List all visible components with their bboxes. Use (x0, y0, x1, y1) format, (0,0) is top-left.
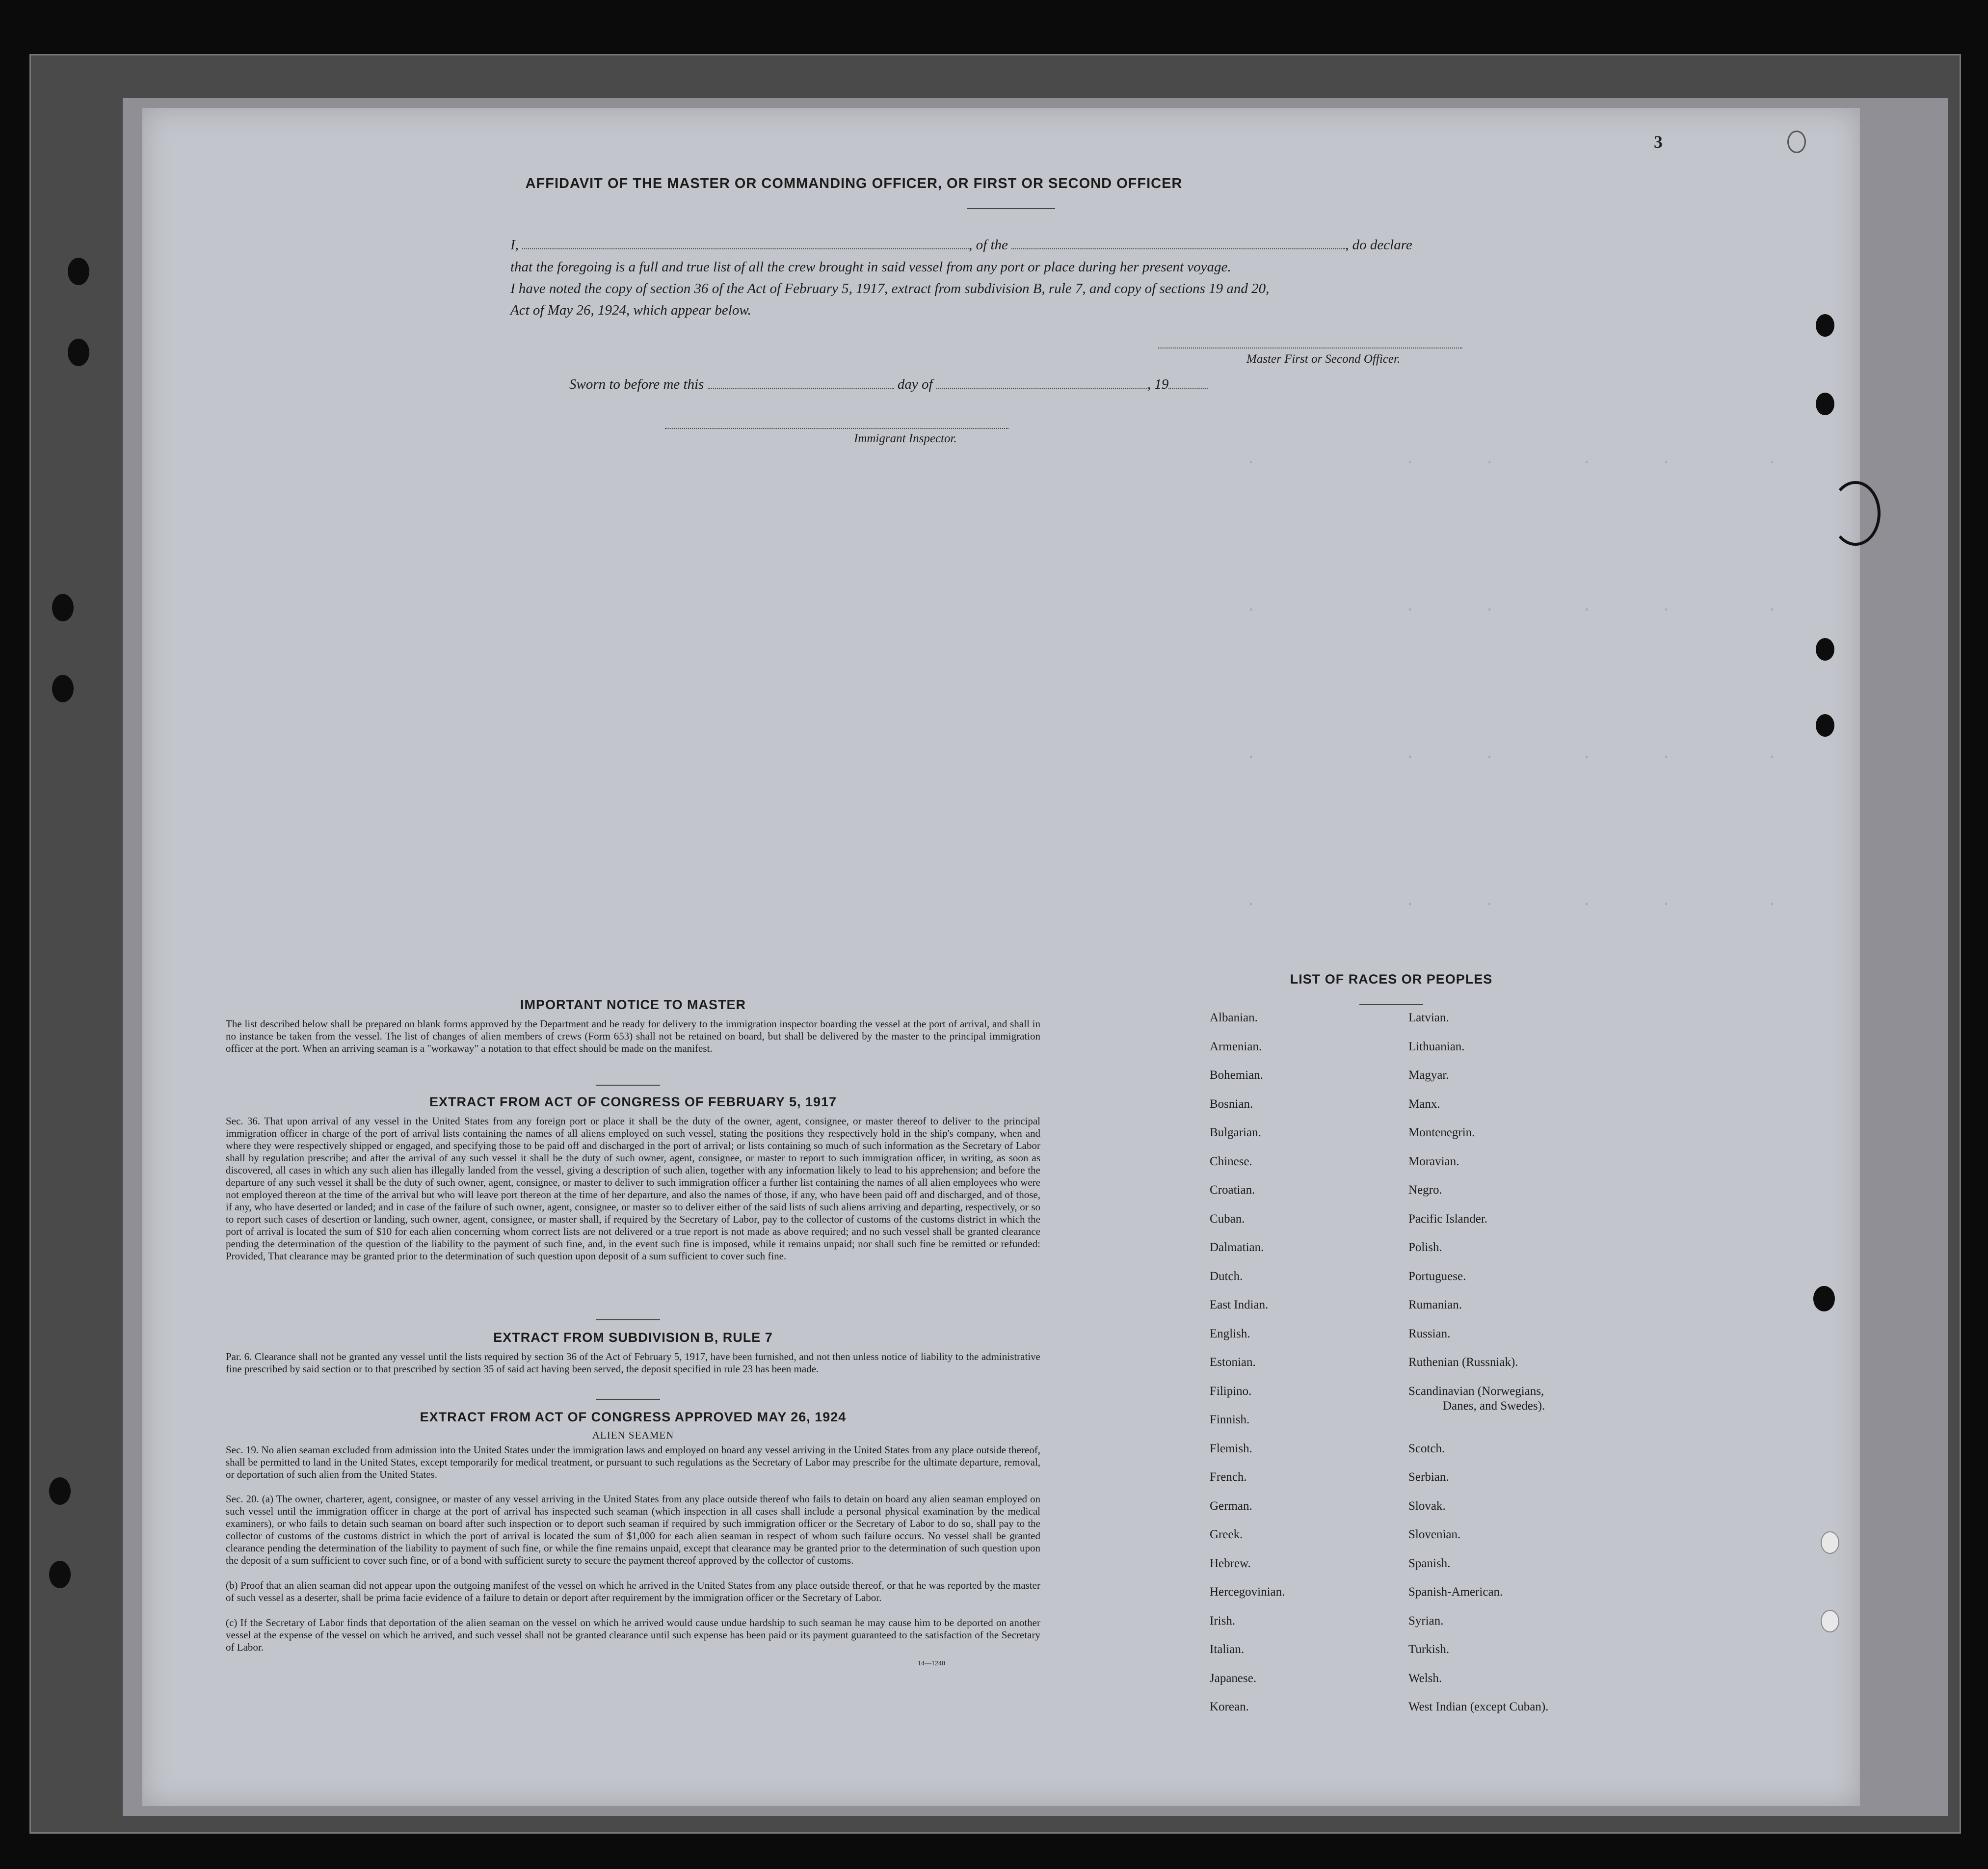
sec20c-body: (c) If the Secretary of Labor finds that deportation of the alien seaman on the vessel on which he arrived would cause undue hardship to such seaman he may cause him to be deported on another vessel at the expense of the vessel on which he arrived, and such vessel shall not be granted clearance until such expense has been paid or its payment guaranteed to the satisfaction of the Secretary of Labor. (226, 1617, 1040, 1653)
sworn-text: Sworn to before me this (569, 376, 704, 392)
race-item: Ruthenian (Russniak). (1408, 1356, 1518, 1369)
race-item: Montenegrin. (1408, 1126, 1475, 1139)
sworn-year-field[interactable] (1168, 376, 1208, 389)
divider (1359, 1004, 1423, 1005)
divider (967, 208, 1055, 209)
notice-title: IMPORTANT NOTICE TO MASTER (520, 997, 746, 1012)
races-column-2 (1408, 1011, 1664, 1729)
race-item: Irish. (1210, 1614, 1236, 1628)
race-item: Croatian. (1210, 1183, 1255, 1197)
race-item: Serbian. (1408, 1470, 1449, 1484)
race-item: Turkish. (1408, 1643, 1450, 1656)
binder-hole (1816, 638, 1834, 661)
bleed-through: . . . . . . (1070, 746, 1777, 763)
day-of-text: day of (897, 376, 933, 392)
rule7-title: EXTRACT FROM SUBDIVISION B, RULE 7 (493, 1330, 773, 1345)
race-item: Latvian. (1408, 1011, 1449, 1024)
race-item: Magyar. (1408, 1068, 1449, 1082)
signature-field[interactable] (1158, 347, 1462, 348)
race-item: East Indian. (1210, 1298, 1269, 1311)
race-item: Cuban. (1210, 1212, 1245, 1226)
race-item: Negro. (1408, 1183, 1442, 1197)
declare-text: , do declare (1345, 237, 1412, 253)
extract-1924-subtitle: ALIEN SEAMEN (592, 1429, 674, 1441)
race-item: Greek. (1210, 1528, 1243, 1541)
bleed-through: . . . . . . (1070, 893, 1777, 910)
bleed-through: . . . . . . (1070, 452, 1777, 468)
affidavit-line2: that the foregoing is a full and true list of all the crew brought in said vessel from any port or place during her present voyage. (510, 259, 1231, 275)
race-item: Lithuanian. (1408, 1040, 1465, 1053)
divider (596, 1085, 660, 1086)
sec20b-body: (b) Proof that an alien seaman did not appear upon the outgoing manifest of the vessel on which he arrived in the United States from any place outside thereof, or that he was reported by the master of such vessel as a deserter, shall be prima facie evidence of a failure to detain or deport after requirement by the immigration officer or the Secretary of Labor. (226, 1579, 1040, 1603)
race-item: Scotch. (1408, 1442, 1445, 1455)
race-item: Japanese. (1210, 1671, 1257, 1685)
binder-hole (1816, 714, 1834, 737)
sworn-month-field[interactable] (936, 376, 1147, 389)
race-item: French. (1210, 1470, 1247, 1484)
sec20a-body: Sec. 20. (a) The owner, charterer, agent, consignee, or master of any vessel arriving in the United States from any place outside thereof who fails to detain on board any alien seaman employed on such vessel until the immigration officer in charge at the port of arrival has inspected such seaman (which inspection in all cases shall include a personal physical examination by the medical examiners), or who fails to detain such seaman on board after such inspection or to deport such seaman if required by such immigration officer or the Secretary of Labor to do so, shall pay to the collector of customs of the customs district in which the port of arrival is located the sum of $1,000 for each alien seaman in respect of whom such failure occurs. No vessel shall be granted clearance pending the determination of the liability to payment of such fine, or while the fine remains unpaid, except that clearance may be granted prior to the determination of such question upon the deposit of a sum sufficient to cover such fine, or of a bond with sufficient surety to secure the payment thereof approved by the collector of customs. (226, 1493, 1040, 1566)
grommet-icon (1821, 1531, 1839, 1554)
race-item: Slovenian. (1408, 1528, 1461, 1541)
master-name-field[interactable] (522, 237, 969, 249)
race-item: Danes, and Swedes). (1443, 1399, 1545, 1413)
binder-hole (52, 594, 74, 621)
race-item: English. (1210, 1327, 1250, 1340)
year-prefix: , 19 (1147, 376, 1169, 392)
race-item: Armenian. (1210, 1040, 1262, 1053)
form-number: 14—1240 (918, 1660, 945, 1667)
race-item: Moravian. (1408, 1154, 1459, 1168)
bleed-through: . . . . . . (1070, 599, 1777, 615)
binder-hole (1816, 393, 1834, 415)
race-item: Spanish. (1408, 1556, 1451, 1570)
race-item: Hebrew. (1210, 1556, 1251, 1570)
race-item: Slovak. (1408, 1499, 1446, 1513)
inspector-label: Immigrant Inspector. (854, 432, 957, 445)
race-item: Albanian. (1210, 1011, 1258, 1024)
affidavit-title: AFFIDAVIT OF THE MASTER OR COMMANDING OFFICER, OR FIRST OR SECOND OFFICER (525, 176, 1183, 191)
binder-hole (1816, 314, 1834, 337)
race-item: Italian. (1210, 1643, 1245, 1656)
race-item: Estonian. (1210, 1356, 1256, 1369)
inspector-signature-field[interactable] (665, 428, 1008, 429)
page-number: 3 (1654, 132, 1663, 152)
string-tie-icon (1830, 481, 1881, 546)
races-column-1 (1210, 1011, 1386, 1729)
of-the-text: , of the (969, 237, 1008, 253)
race-item: Rumanian. (1408, 1298, 1462, 1311)
race-item: Russian. (1408, 1327, 1451, 1340)
binder-hole (1813, 1286, 1835, 1311)
extract-1924-title: EXTRACT FROM ACT OF CONGRESS APPROVED MAY 26, 1924 (420, 1410, 847, 1424)
sworn-day-field[interactable] (708, 376, 894, 389)
binder-hole (49, 1477, 71, 1505)
race-item: Filipino. (1210, 1384, 1252, 1398)
race-item: Pacific Islander. (1408, 1212, 1488, 1226)
extract-1917-body: Sec. 36. That upon arrival of any vessel in the United States from any foreign port or place it shall be the duty of the owner, agent, consignee, or master thereof to deliver to the principal immigration officer in charge of the port of arrival lists containing the names of all aliens employed on such vessel, stating the positions they respectively hold in the ship's company, when and where they were respectively shipped or engaged, and specifying those to be paid off and discharged in the port of arrival; or lists containing so much of such information as the Secretary of Labor shall by regulation prescribe; and after the arrival of any such vessel it shall be the duty of such owner, agent, consignee, or master to report to such immigration officer, in writing, as soon as discovered, all cases in which any such alien has illegally landed from the vessel, giving a description of such alien, together with any information likely to lead to his apprehension; and before the departure of any such vessel it shall be the duty of such owner, agent, consignee, or master to deliver to such immigration officer a further list containing the names of all alien employees who were not employed thereon at the time of the arrival but who will leave port thereon at the time of her departure, and also the names of those, if any, who have been paid off and discharged, and of those, if any, who have deserted or landed; and in case of the failure of such owner, agent, consignee, or master so to deliver either of the said lists of such aliens arriving and departing, respectively, or so to report such cases of desertion or landing, such owner, agent, consignee, or master shall, if required by the Secretary of Labor, pay to the collector of customs of the customs district in which the port of arrival is located the sum of $10 for each alien concerning whom correct lists are not delivered or a true report is not made as above required; and no such vessel shall be granted clearance pending the determination of the question of the liability to the payment of such fine, and, in the event such fine is imposed, while it remains unpaid; nor shall such fine be remitted or refunded: Provided, That clearance may be granted prior to the determination of such question upon deposit of a sum sufficient to cover such fine. (226, 1115, 1040, 1262)
sworn-line (569, 376, 1208, 393)
race-item: Manx. (1408, 1097, 1440, 1111)
affidavit-line1 (510, 237, 1443, 253)
vessel-name-field[interactable] (1011, 237, 1345, 249)
races-title: LIST OF RACES OR PEOPLES (1290, 972, 1493, 987)
race-item: Polish. (1408, 1241, 1442, 1254)
binder-hole (68, 258, 89, 285)
race-item: Chinese. (1210, 1154, 1252, 1168)
race-item: Spanish-American. (1408, 1585, 1503, 1599)
circle-mark-icon (1787, 131, 1806, 153)
affidavit-i: I, (510, 237, 519, 253)
race-item: Bohemian. (1210, 1068, 1264, 1082)
affidavit-line3: I have noted the copy of section 36 of the Act of February 5, 1917, extract from subdivision B, rule 7, and copy of sections 19 and 20, (510, 281, 1270, 296)
sec19-body: Sec. 19. No alien seaman excluded from admission into the United States under the immigration laws and employed on board any vessel arriving in the United States from any place outside thereof, shall be permitted to land in the United States, except temporarily for medical treatment, or pursuant to such regulations as the Secretary of Labor may prescribe for the ultimate departure, removal, or deportation of such alien from the United States. (226, 1444, 1040, 1480)
affidavit-line4: Act of May 26, 1924, which appear below. (510, 302, 751, 318)
signature-label: Master First or Second Officer. (1246, 352, 1401, 366)
binder-hole (68, 339, 89, 366)
manifest-page (142, 108, 1860, 1806)
race-item: West Indian (except Cuban). (1408, 1700, 1549, 1713)
race-item: Hercegovinian. (1210, 1585, 1285, 1599)
race-item: Korean. (1210, 1700, 1249, 1713)
notice-body: The list described below shall be prepared on blank forms approved by the Department and be ready for delivery to the immigration inspector boarding the vessel at the port of arrival, and shall in no instance be taken from the vessel. The list of changes of alien members of crews (Form 653) shall not be retained on board, but shall be delivered by the master to the principal immigration officer at the port. When an arriving seaman is a "workaway" a notation to that effect should be made on the manifest. (226, 1018, 1040, 1054)
race-item: Bosnian. (1210, 1097, 1253, 1111)
race-item: Scandinavian (Norwegians, (1408, 1384, 1544, 1398)
rule7-body: Par. 6. Clearance shall not be granted any vessel until the lists required by section 36 of the Act of February 5, 1917, have been furnished, and not then unless notice of liability to the administrative fine prescribed by said section or to that prescribed by section 35 of said act having been served, the deposit specified in rule 23 has been made. (226, 1351, 1040, 1375)
race-item: Dalmatian. (1210, 1241, 1264, 1254)
grommet-icon (1821, 1610, 1839, 1632)
race-item: Bulgarian. (1210, 1126, 1261, 1139)
race-item: Flemish. (1210, 1442, 1252, 1455)
extract-1917-title: EXTRACT FROM ACT OF CONGRESS OF FEBRUARY 5, 1917 (429, 1095, 837, 1109)
race-item: Dutch. (1210, 1269, 1243, 1283)
race-item: German. (1210, 1499, 1252, 1513)
binder-hole (49, 1561, 71, 1588)
divider (596, 1319, 660, 1320)
race-item: Welsh. (1408, 1671, 1442, 1685)
divider (596, 1399, 660, 1400)
race-item: Syrian. (1408, 1614, 1444, 1628)
race-item: Finnish. (1210, 1413, 1250, 1426)
race-item: Portuguese. (1408, 1269, 1466, 1283)
binder-hole (52, 675, 74, 702)
